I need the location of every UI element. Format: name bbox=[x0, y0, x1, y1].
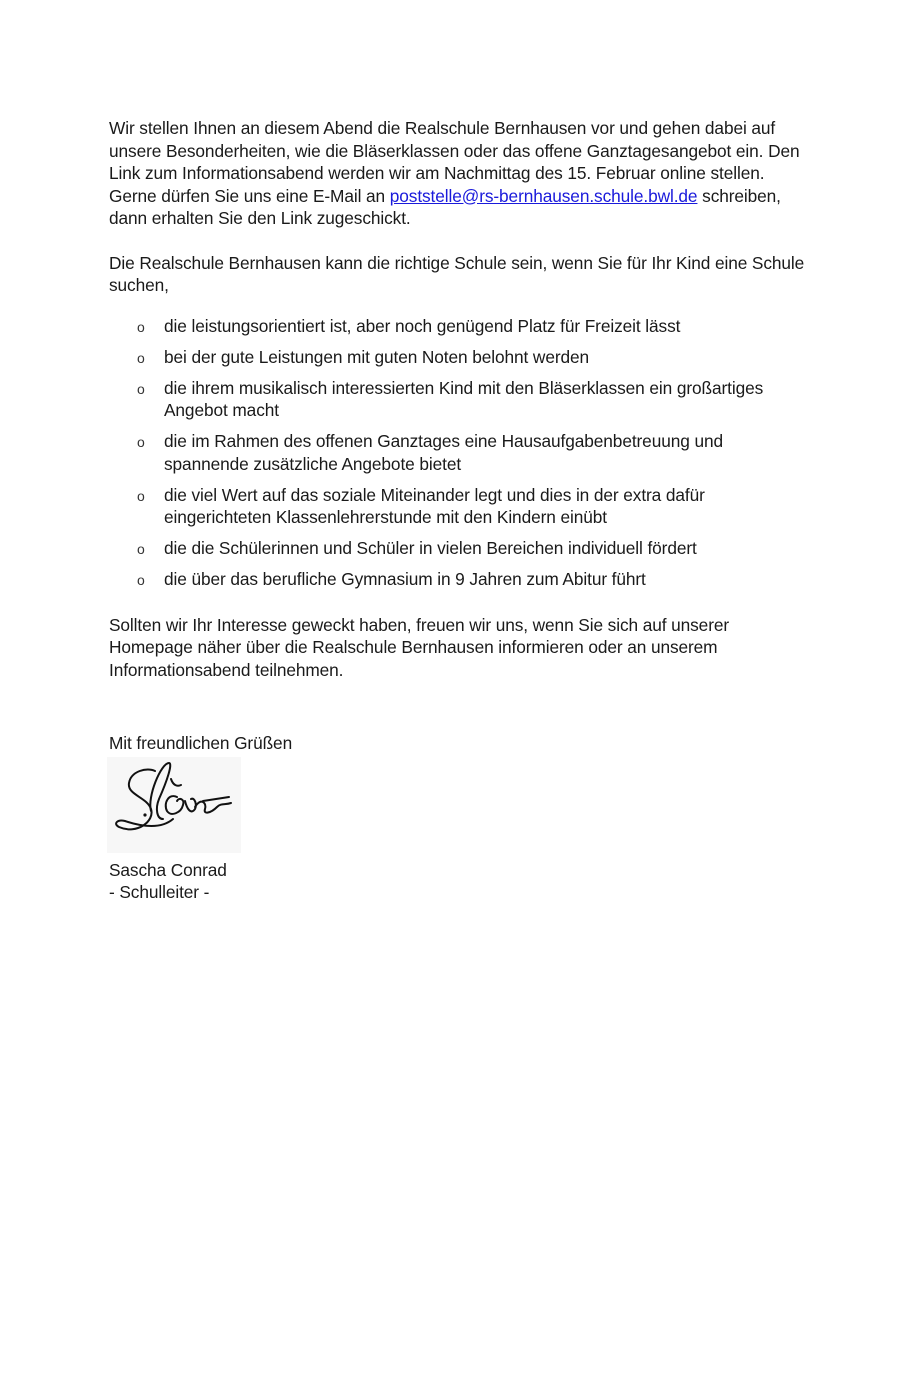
list-item-text: die im Rahmen des offenen Ganztages eine Hausaufgabenbetreuung und spannende zusätzliche Angebote bietet bbox=[164, 431, 723, 474]
bullet-circle-icon: o bbox=[137, 380, 145, 397]
bullet-circle-icon: o bbox=[137, 572, 145, 588]
signer-role: - Schulleiter - bbox=[109, 882, 210, 902]
list-item-text: die leistungsorientiert ist, aber noch genügend Platz für Freizeit lässt bbox=[164, 315, 681, 336]
intro-text-before-email: Wir stellen Ihnen an diesem Abend die Realschule Bernhausen vor und gehen dabei auf unsere Besonderheiten, wie die Bläserklassen oder das offene Ganztagesangebot ein. Den Link zum Informationsabend werden wir am Nachmittag des 15. Februar online stellen. Gerne dürfen Sie uns eine E-Mail an bbox=[109, 118, 800, 206]
bullet-circle-icon: o bbox=[137, 541, 145, 557]
list-item-text: die ihrem musikalisch interessierten Kind mit den Bläserklassen ein großartiges Angebot macht bbox=[164, 377, 764, 420]
list-item bbox=[109, 484, 809, 529]
intro-paragraph bbox=[109, 117, 809, 230]
list-item bbox=[109, 568, 809, 591]
list-item bbox=[109, 346, 809, 369]
list-item-text: die viel Wert auf das soziale Miteinander legt und dies in der extra dafür eingerichteten Klassenlehrerstunde mit den Kindern einübt bbox=[164, 484, 705, 527]
list-item bbox=[109, 430, 809, 475]
bullet-circle-icon: o bbox=[137, 487, 145, 504]
list-item bbox=[109, 315, 809, 338]
bullet-circle-icon: o bbox=[137, 434, 145, 450]
letter-body bbox=[109, 117, 809, 904]
bullet-circle-icon: o bbox=[137, 318, 145, 335]
closing-greeting: Mit freundlichen Grüßen bbox=[109, 733, 293, 753]
list-item-text: bei der gute Leistungen mit guten Noten belohnt werden bbox=[164, 346, 590, 367]
list-item-text: die über das berufliche Gymnasium in 9 Jahren zum Abitur führt bbox=[164, 569, 646, 589]
list-item bbox=[109, 377, 809, 422]
list-item bbox=[109, 537, 809, 560]
email-link[interactable]: poststelle@rs-bernhausen.schule.bwl.de bbox=[389, 185, 698, 206]
signer-name: Sascha Conrad bbox=[109, 859, 227, 880]
intro-text-after-email: schreiben, dann erhalten Sie den Link zugeschickt. bbox=[109, 185, 781, 228]
outro-paragraph: Sollten wir Ihr Interesse geweckt haben, freuen wir uns, wenn Sie sich auf unserer Homepage näher über die Realschule Bernhausen informieren oder an unserem Informationsabend teilnehmen. bbox=[109, 614, 730, 680]
list-item-text: die die Schülerinnen und Schüler in vielen Bereichen individuell fördert bbox=[164, 538, 697, 558]
handwritten-signature bbox=[107, 757, 241, 853]
bullet-circle-icon: o bbox=[137, 349, 145, 366]
benefits-list bbox=[109, 315, 809, 591]
lead-paragraph: Die Realschule Bernhausen kann die richtige Schule sein, wenn Sie für Ihr Kind eine Schule suchen, bbox=[109, 252, 805, 295]
